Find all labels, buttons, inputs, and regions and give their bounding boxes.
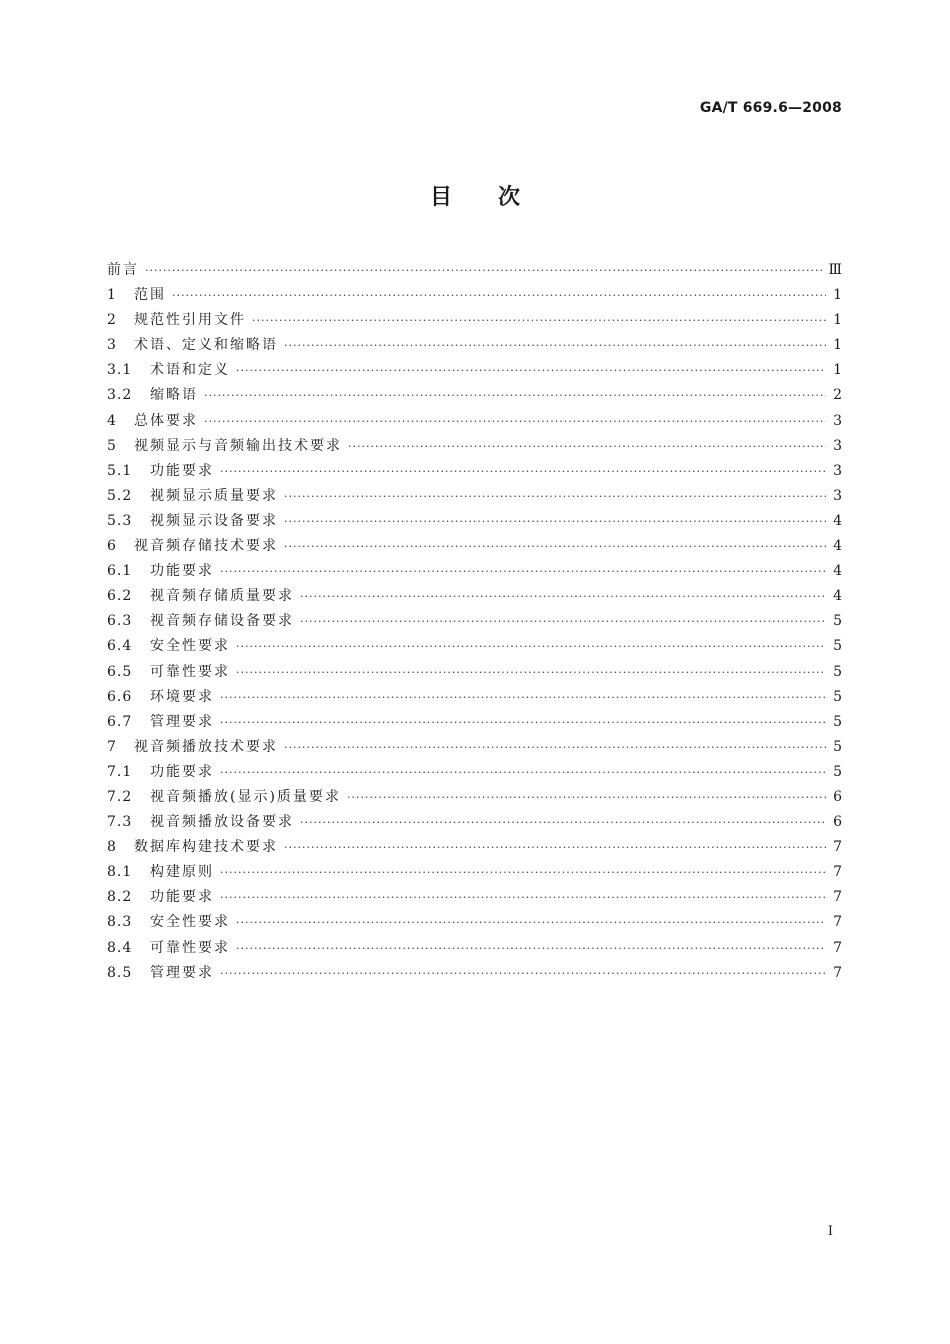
toc-entry-label: 环境要求 [150, 688, 214, 705]
toc-entry-label: 范围 [134, 287, 166, 304]
toc-leader-dots [236, 660, 826, 685]
toc-leader-dots [300, 609, 826, 634]
toc-leader-dots [347, 785, 826, 810]
toc-leader-dots [284, 735, 826, 760]
toc-entry-number: 7 [107, 738, 117, 755]
toc-entry-number: 3.2 [107, 387, 133, 404]
toc-entry-label: 视音频播放(显示)质量要求 [150, 788, 341, 805]
toc-entry-number: 1 [107, 287, 117, 304]
toc-entry-page: 3 [833, 412, 842, 429]
toc-entry[interactable] [107, 459, 842, 484]
toc-entry-label: 前言 [107, 262, 139, 278]
toc-entry-label: 管理要求 [150, 713, 214, 730]
toc-leader-dots [348, 434, 826, 459]
toc-entry-label: 管理要求 [150, 964, 214, 981]
toc-entry-page: 2 [833, 387, 842, 404]
toc-entry-label: 视音频存储设备要求 [150, 613, 294, 630]
toc-entry[interactable] [107, 358, 842, 383]
toc-leader-dots [220, 559, 826, 584]
toc-entry-label: 视音频存储技术要求 [134, 538, 278, 555]
toc-entry-number: 4 [107, 412, 117, 429]
toc-entry-number: 5.3 [107, 512, 133, 529]
toc-entry-number: 5.1 [107, 462, 133, 479]
toc-entry[interactable] [107, 936, 842, 961]
toc-entry-page: 4 [833, 538, 842, 555]
toc-leader-dots [300, 810, 826, 835]
toc-entry[interactable] [107, 383, 842, 408]
toc-entry[interactable] [107, 584, 842, 609]
toc-leader-dots [204, 383, 826, 408]
toc-entry[interactable] [107, 660, 842, 685]
toc-entry-number: 6.2 [107, 588, 133, 605]
toc-entry-page: 6 [833, 814, 842, 831]
toc-leader-dots [284, 835, 826, 860]
toc-entry-label: 缩略语 [150, 387, 198, 404]
toc-entry-label: 术语、定义和缩略语 [134, 337, 278, 354]
toc-leader-dots [284, 484, 826, 509]
toc-entry-label: 安全性要求 [150, 638, 230, 655]
toc-entry-label: 数据库构建技术要求 [134, 839, 278, 856]
toc-entry-page: 5 [833, 713, 842, 730]
page-title: 目次 [429, 185, 566, 210]
toc-entry-page: 1 [833, 337, 842, 354]
toc-entry-page: 7 [833, 939, 842, 956]
toc-entry-number: 6.6 [107, 688, 133, 705]
toc-entry-label: 功能要求 [150, 563, 214, 580]
toc-entry-label: 可靠性要求 [150, 939, 230, 956]
toc-entry-number: 2 [107, 312, 117, 329]
toc-entry-page: 5 [833, 763, 842, 780]
toc-leader-dots [220, 710, 826, 735]
toc-leader-dots [236, 910, 826, 935]
toc-entry-label: 视频显示质量要求 [150, 487, 278, 504]
toc-leader-dots [284, 534, 826, 559]
toc-leader-dots [220, 860, 826, 885]
toc-leader-dots [220, 760, 826, 785]
toc-entry-page: 4 [833, 588, 842, 605]
toc-entry[interactable] [107, 835, 842, 860]
toc-entry[interactable] [107, 308, 842, 333]
toc-entry-label: 视音频播放技术要求 [134, 738, 278, 755]
toc-leader-dots [236, 358, 826, 383]
toc-entry-page: 7 [833, 889, 842, 906]
toc-leader-dots [284, 333, 826, 358]
toc-leader-dots [145, 258, 822, 283]
toc-leader-dots [220, 885, 826, 910]
toc-entry[interactable] [107, 961, 842, 986]
toc-entry-page: 3 [833, 437, 842, 454]
toc-entry[interactable] [107, 860, 842, 885]
toc-entry-label: 功能要求 [150, 462, 214, 479]
toc-entry[interactable] [107, 885, 842, 910]
toc-entry-number: 8.3 [107, 914, 133, 931]
toc-entry-page: Ⅲ [828, 262, 842, 278]
toc-entry-page: 6 [833, 788, 842, 805]
toc-entry-number: 6.7 [107, 713, 133, 730]
toc-entry-label: 视音频存储质量要求 [150, 588, 294, 605]
toc-entry-label: 可靠性要求 [150, 663, 230, 680]
toc-entry-number: 6.4 [107, 638, 133, 655]
toc-entry-page: 4 [833, 512, 842, 529]
toc-entry-number: 7.3 [107, 814, 133, 831]
toc-entry-label: 规范性引用文件 [134, 312, 246, 329]
toc-entry-label: 构建原则 [150, 864, 214, 881]
toc-entry-number: 6.1 [107, 563, 133, 580]
toc-entry-label: 安全性要求 [150, 914, 230, 931]
toc-leader-dots [204, 409, 826, 434]
toc-entry-page: 4 [833, 563, 842, 580]
toc-entry-page: 5 [833, 663, 842, 680]
toc-entry-page: 5 [833, 638, 842, 655]
toc-entry-page: 5 [833, 688, 842, 705]
toc-leader-dots [300, 584, 826, 609]
toc-entry-page: 7 [833, 864, 842, 881]
toc-entry[interactable] [107, 785, 842, 810]
toc-entry-number: 6.5 [107, 663, 133, 680]
toc-entry-number: 8 [107, 839, 117, 856]
toc-entry-page: 1 [833, 362, 842, 379]
toc-entry[interactable] [107, 534, 842, 559]
page-number: I [827, 1224, 833, 1239]
toc-entry-page: 1 [833, 312, 842, 329]
toc-entry-number: 6 [107, 538, 117, 555]
toc-entry[interactable] [107, 509, 842, 534]
toc-entry-number: 7.2 [107, 788, 133, 805]
toc-entry[interactable] [107, 710, 842, 735]
toc-entry-label: 功能要求 [150, 763, 214, 780]
toc-leader-dots [220, 961, 826, 986]
toc-entry[interactable] [107, 609, 842, 634]
toc-entry-page: 3 [833, 462, 842, 479]
toc-leader-dots [236, 634, 826, 659]
toc-entry[interactable] [107, 760, 842, 785]
toc-entry-page: 5 [833, 738, 842, 755]
toc-leader-dots [172, 283, 826, 308]
toc-entry-page: 5 [833, 613, 842, 630]
toc-entry[interactable] [107, 685, 842, 710]
toc-entry-label: 功能要求 [150, 889, 214, 906]
toc-entry[interactable] [107, 559, 842, 584]
toc-entry-number: 5 [107, 437, 117, 454]
toc-leader-dots [236, 936, 826, 961]
toc-entry[interactable] [107, 810, 842, 835]
toc-entry[interactable] [107, 634, 842, 659]
toc-entry-number: 8.4 [107, 939, 133, 956]
toc-leader-dots [284, 509, 826, 534]
toc-entry-label: 视频显示设备要求 [150, 512, 278, 529]
toc-entry-number: 8.2 [107, 889, 133, 906]
toc-entry-page: 7 [833, 914, 842, 931]
toc-leader-dots [252, 308, 826, 333]
toc-entry-number: 6.3 [107, 613, 133, 630]
toc-entry-page: 7 [833, 839, 842, 856]
toc-entry[interactable] [107, 283, 842, 308]
toc-entry-label: 视音频播放设备要求 [150, 814, 294, 831]
toc-entry-page: 3 [833, 487, 842, 504]
toc-entry-number: 3 [107, 337, 117, 354]
toc-entry-number: 8.5 [107, 964, 133, 981]
toc-entry[interactable] [107, 258, 842, 283]
toc-entry-page: 1 [833, 287, 842, 304]
toc-entry-number: 8.1 [107, 864, 133, 881]
toc-leader-dots [220, 685, 826, 710]
toc-entry-number: 5.2 [107, 487, 133, 504]
toc-entry-page: 7 [833, 964, 842, 981]
toc-entry[interactable] [107, 910, 842, 935]
toc-entry-number: 3.1 [107, 362, 133, 379]
toc-leader-dots [220, 459, 826, 484]
table-of-contents [107, 258, 842, 986]
toc-entry[interactable] [107, 409, 842, 434]
toc-entry-label: 总体要求 [134, 412, 198, 429]
toc-entry[interactable] [107, 735, 842, 760]
toc-entry-label: 视频显示与音频输出技术要求 [134, 437, 342, 454]
toc-entry[interactable] [107, 333, 842, 358]
standard-code: GA/T 669.6—2008 [699, 100, 842, 116]
toc-entry-number: 7.1 [107, 763, 133, 780]
toc-entry-label: 术语和定义 [150, 362, 230, 379]
toc-entry[interactable] [107, 434, 842, 459]
toc-entry[interactable] [107, 484, 842, 509]
